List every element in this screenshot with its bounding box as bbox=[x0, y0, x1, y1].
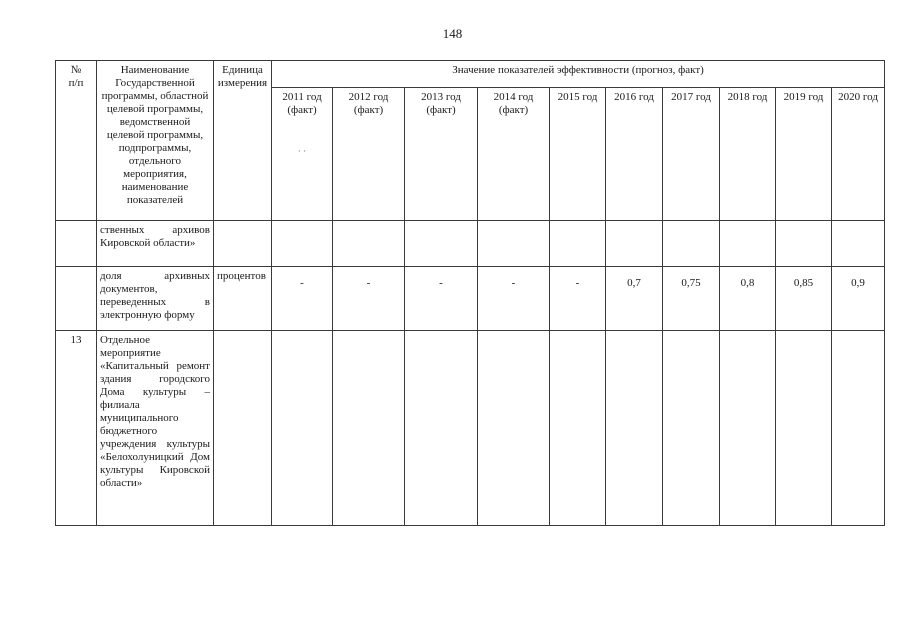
table-row bbox=[56, 267, 885, 331]
row-value: 0,9 bbox=[832, 267, 885, 331]
header-group-title: Значение показателей эффективности (прогноз, факт) bbox=[272, 61, 885, 88]
row-value: - bbox=[550, 267, 606, 331]
row-value bbox=[720, 331, 776, 526]
header-year: 2018 год bbox=[720, 88, 776, 221]
row-num bbox=[56, 221, 97, 267]
row-value bbox=[272, 221, 333, 267]
row-value bbox=[550, 221, 606, 267]
row-value bbox=[333, 331, 405, 526]
header-year: 2014 год (факт) bbox=[478, 88, 550, 221]
row-value: - bbox=[405, 267, 478, 331]
header-year: 2019 год bbox=[776, 88, 832, 221]
row-value: 0,8 bbox=[720, 267, 776, 331]
row-value bbox=[776, 331, 832, 526]
header-name: Наименование Государственной программы, областной целевой программы, ведомственной целевой программы, подпрограммы, отдельного мероприятия, наименование показателей bbox=[97, 61, 214, 221]
header-year: 2020 год bbox=[832, 88, 885, 221]
row-unit bbox=[214, 331, 272, 526]
row-value: 0,7 bbox=[606, 267, 663, 331]
indicators-table bbox=[55, 60, 885, 526]
header-year: 2013 год (факт) bbox=[405, 88, 478, 221]
row-value bbox=[776, 221, 832, 267]
row-value bbox=[663, 221, 720, 267]
header-year bbox=[272, 88, 333, 221]
row-num bbox=[56, 267, 97, 331]
scan-speck: · · bbox=[297, 146, 307, 156]
row-value bbox=[832, 331, 885, 526]
page-number: 148 bbox=[442, 26, 463, 41]
row-unit bbox=[214, 221, 272, 267]
row-value bbox=[606, 221, 663, 267]
row-name: Отдельное мероприятие «Капитальный ремонт здания городского Дома культуры – филиала муниципального бюджетного учреждения культуры «Белохолуницкий Дом культуры Кировской области» bbox=[97, 331, 214, 526]
header-year: 2015 год bbox=[550, 88, 606, 221]
header-row-top bbox=[56, 61, 885, 88]
row-value bbox=[550, 331, 606, 526]
header-year-label: 2011 год (факт) bbox=[282, 91, 322, 116]
row-value: 0,75 bbox=[663, 267, 720, 331]
row-name: ственных архивов Кировской области» bbox=[97, 221, 214, 267]
row-name: доля архивных документов, переведенных в электронную форму bbox=[97, 267, 214, 331]
row-value: 0,85 bbox=[776, 267, 832, 331]
table-row bbox=[56, 221, 885, 267]
table-row bbox=[56, 331, 885, 526]
row-value bbox=[478, 331, 550, 526]
header-year: 2017 год bbox=[663, 88, 720, 221]
row-value bbox=[405, 221, 478, 267]
row-unit: процентов bbox=[214, 267, 272, 331]
row-value: - bbox=[478, 267, 550, 331]
row-value bbox=[832, 221, 885, 267]
row-value bbox=[333, 221, 405, 267]
row-value bbox=[663, 331, 720, 526]
row-value bbox=[606, 331, 663, 526]
row-value bbox=[720, 221, 776, 267]
row-value bbox=[405, 331, 478, 526]
row-value: - bbox=[333, 267, 405, 331]
row-num: 13 bbox=[56, 331, 97, 526]
header-num: № п/п bbox=[56, 61, 97, 221]
row-value bbox=[272, 331, 333, 526]
header-year: 2016 год bbox=[606, 88, 663, 221]
row-value: - bbox=[272, 267, 333, 331]
header-unit: Единица измерения bbox=[214, 61, 272, 221]
row-value bbox=[478, 221, 550, 267]
header-year: 2012 год (факт) bbox=[333, 88, 405, 221]
